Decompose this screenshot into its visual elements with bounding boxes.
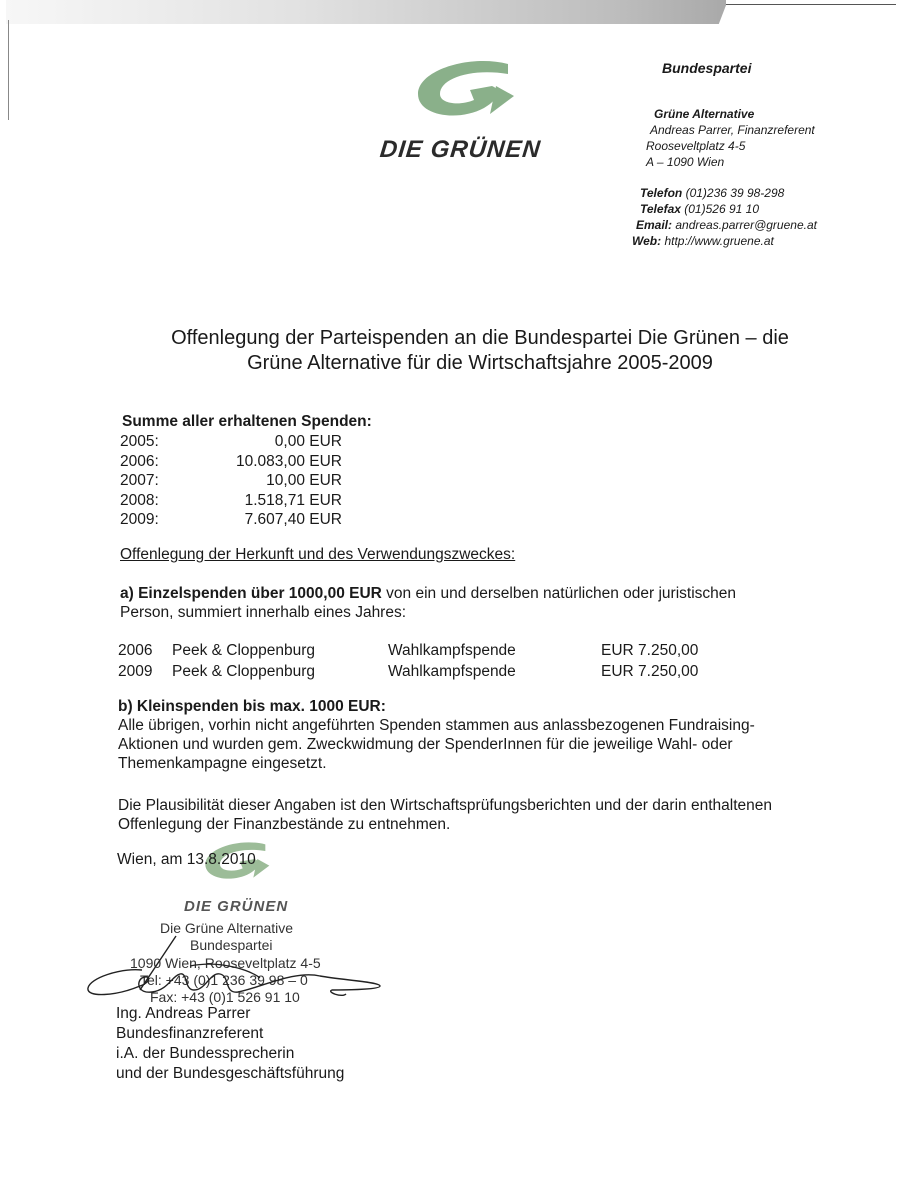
summary-amount: 10.083,00 EUR bbox=[236, 452, 342, 470]
stamp-line-2: Bundespartei bbox=[190, 937, 273, 953]
left-edge-line bbox=[8, 20, 9, 120]
summary-amount: 1.518,71 EUR bbox=[244, 491, 342, 509]
table-row bbox=[118, 661, 721, 682]
top-rule bbox=[726, 4, 896, 5]
donation-purpose: Wahlkampfspende bbox=[388, 642, 516, 659]
plausibility-line-1: Die Plausibilität dieser Angaben ist den Wirtschaftsprüfungsberichten und der darin enthaltenen bbox=[118, 797, 772, 814]
web-label: Web: bbox=[632, 234, 662, 248]
stamp-logo-text: DIE GRÜNEN bbox=[184, 898, 289, 915]
fax-header-bar bbox=[6, 0, 726, 24]
street-address: Rooseveltplatz 4-5 bbox=[646, 139, 746, 153]
section-a-line-1 bbox=[120, 584, 840, 603]
web-line bbox=[632, 233, 774, 249]
summary-row bbox=[120, 432, 342, 452]
contact-person: Andreas Parrer, Finanzreferent bbox=[650, 123, 815, 137]
stamp-line-1: Die Grüne Alternative bbox=[160, 920, 294, 936]
place-date: Wien, am 13.8.2010 bbox=[117, 851, 256, 868]
section-b-line-1: Alle übrigen, vorhin nicht angeführten Spenden stammen aus anlassbezogenen Fundraising- bbox=[118, 717, 755, 734]
signatory-block bbox=[116, 1004, 344, 1084]
summary-year: 2007: bbox=[120, 472, 159, 489]
title-line-2: Grüne Alternative für die Wirtschaftsjahre 2005-2009 bbox=[247, 352, 713, 374]
fax-label: Telefax bbox=[640, 202, 681, 216]
disclosure-heading: Offenlegung der Herkunft und des Verwendungszweckes: bbox=[120, 546, 516, 563]
phone-label: Telefon bbox=[640, 186, 683, 200]
plausibility-line-2: Offenlegung der Finanzbestände zu entnehmen. bbox=[118, 816, 451, 833]
web-value: http://www.gruene.at bbox=[664, 234, 774, 248]
signature-icon bbox=[80, 930, 390, 1010]
stamp-line-5: Fax: +43 (0)1 526 91 10 bbox=[150, 989, 300, 1005]
summary-row bbox=[120, 452, 342, 472]
summary-row bbox=[120, 510, 342, 530]
section-b-line-3: Themenkampagne eingesetzt. bbox=[118, 755, 327, 772]
org-name: Grüne Alternative bbox=[654, 107, 755, 121]
summary-amount: 7.607,40 EUR bbox=[244, 511, 342, 528]
city-address: A – 1090 Wien bbox=[646, 155, 725, 169]
section-b-heading: b) Kleinspenden bis max. 1000 EUR: bbox=[118, 698, 386, 715]
phone-value: (01)236 39 98-298 bbox=[685, 186, 785, 200]
stamp-line-3: 1090 Wien, Rooseveltplatz 4-5 bbox=[130, 955, 321, 971]
donation-year: 2006 bbox=[118, 642, 153, 659]
summary-row bbox=[120, 471, 342, 491]
phone-line bbox=[640, 185, 784, 201]
donation-table bbox=[118, 640, 721, 682]
donation-year: 2009 bbox=[118, 663, 153, 680]
summary-year: 2005: bbox=[120, 433, 159, 450]
document-title bbox=[110, 326, 850, 376]
party-logo-icon bbox=[410, 56, 530, 128]
signatory-role: Bundesfinanzreferent bbox=[116, 1025, 264, 1042]
table-row bbox=[118, 640, 721, 661]
party-logo-text: DIE GRÜNEN bbox=[378, 136, 543, 163]
donation-donor: Peek & Cloppenburg bbox=[172, 642, 316, 659]
section-b bbox=[118, 697, 858, 773]
email-value: andreas.parrer@gruene.at bbox=[675, 218, 817, 232]
donation-amount: EUR 7.250,00 bbox=[601, 642, 699, 659]
fax-value: (01)526 91 10 bbox=[684, 202, 759, 216]
summary-year: 2009: bbox=[120, 511, 159, 528]
title-line-1: Offenlegung der Parteispenden an die Bundespartei Die Grünen – die bbox=[171, 327, 789, 349]
summary-heading: Summe aller erhaltenen Spenden: bbox=[122, 413, 372, 430]
section-a-text-rest: von ein und derselben natürlichen oder juristischen bbox=[381, 585, 737, 602]
section-a-text bbox=[120, 584, 840, 622]
section-a-heading: a) Einzelspenden über 1000,00 EUR bbox=[120, 585, 382, 602]
plausibility-paragraph bbox=[118, 796, 858, 834]
summary-year: 2008: bbox=[120, 491, 159, 509]
donation-donor: Peek & Cloppenburg bbox=[172, 663, 316, 680]
department-label: Bundespartei bbox=[662, 60, 752, 76]
donation-amount: EUR 7.250,00 bbox=[601, 663, 699, 680]
summary-year: 2006: bbox=[120, 452, 159, 470]
summary-table bbox=[120, 432, 342, 530]
signatory-line-3: i.A. der Bundessprecherin bbox=[116, 1045, 295, 1062]
section-b-line-2: Aktionen und wurden gem. Zweckwidmung der SpenderInnen für die jeweilige Wahl- oder bbox=[118, 736, 733, 753]
summary-amount: 10,00 EUR bbox=[266, 472, 342, 489]
email-line bbox=[636, 217, 817, 233]
stamp-line-4: Tel: +43 (0)1 236 39 98 – 0 bbox=[140, 972, 308, 988]
signatory-name: Ing. Andreas Parrer bbox=[116, 1005, 251, 1022]
summary-row bbox=[120, 491, 342, 511]
signatory-line-4: und der Bundesgeschäftsführung bbox=[116, 1065, 345, 1082]
fax-line bbox=[640, 201, 759, 217]
email-label: Email: bbox=[636, 218, 673, 232]
summary-amount: 0,00 EUR bbox=[274, 433, 342, 450]
donation-purpose: Wahlkampfspende bbox=[388, 663, 516, 680]
section-a-line-2: Person, summiert innerhalb eines Jahres: bbox=[120, 604, 407, 621]
